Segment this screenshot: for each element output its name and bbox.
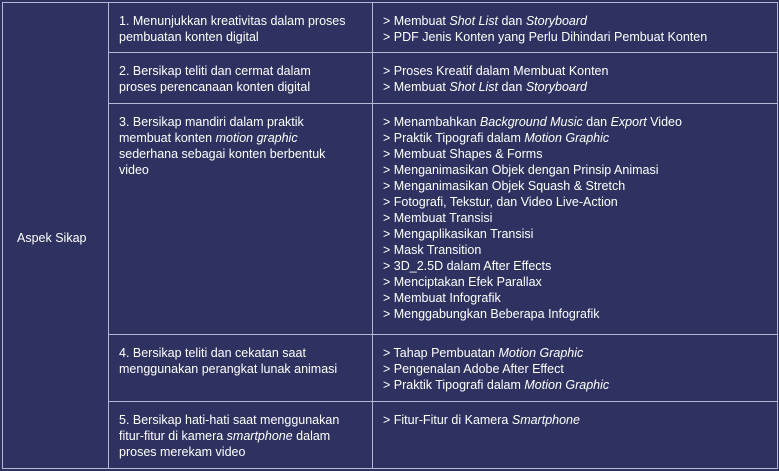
text-line: video [119,162,149,177]
table-row [3,53,778,103]
italic-term: Shot List [449,80,498,95]
text-line: > Fotografi, Tekstur, dan Video Live-Action [383,194,618,209]
text-line: > Membuat Shot List dan Storyboard [383,80,587,95]
text-line: proses merekam video [119,445,246,460]
competency-cell [109,335,373,402]
text-line: > Membuat Shot List dan Storyboard [383,14,587,28]
text-line: > Membuat Shapes & Forms [383,146,543,161]
italic-term: Smartphone [511,413,580,428]
italic-term: Storyboard [525,14,587,28]
text-line: > Menganimasikan Objek dengan Prinsip Animasi [383,162,659,177]
text-line: 4. Bersikap teliti dan cekatan saat [119,346,306,361]
text-line: > Membuat Transisi [383,210,493,225]
text-line: > Menganimasikan Objek Squash & Stretch [383,178,626,193]
aspect-label: Aspek Sikap [3,3,109,469]
text-line: > Menggabungkan Beberapa Infografik [383,306,600,321]
materials-cell [373,335,778,402]
text-line: menggunakan perangkat lunak animasi [119,362,338,377]
italic-term: Motion Graphic [524,130,610,145]
text-line: fitur-fitur di kamera smartphone dalam [119,429,331,444]
competency-cell [109,402,373,469]
text-line: 5. Bersikap hati-hati saat menggunakan [119,413,340,428]
text-line: membuat konten motion graphic [119,130,298,145]
italic-term: Storyboard [525,80,587,95]
italic-term: Shot List [449,14,498,28]
text-line: > Menciptakan Efek Parallax [383,274,542,289]
table-row [3,402,778,469]
text-line: > Tahap Pembuatan Motion Graphic [383,346,584,361]
text-line: > Proses Kreatif dalam Membuat Konten [383,64,609,79]
table-row [3,103,778,334]
table-row [3,335,778,402]
text-line: > Fitur-Fitur di Kamera Smartphone [383,413,580,428]
text-line: 3. Bersikap mandiri dalam praktik [119,114,304,129]
competency-table [2,2,778,469]
materials-cell [373,103,778,334]
text-line: proses perencanaan konten digital [119,80,311,95]
text-line: > Mask Transition [383,242,482,257]
text-line: 2. Bersikap teliti dan cermat dalam [119,64,311,79]
competency-cell [109,103,373,334]
italic-term: Background Music [479,114,583,129]
text-line: > Membuat Infografik [383,290,501,305]
text-line: 1. Menunjukkan kreativitas dalam proses [119,14,346,28]
competency-cell [109,53,373,103]
text-line: sederhana sebagai konten berbentuk [119,146,326,161]
italic-term: motion graphic [215,130,298,145]
table-row [3,3,778,53]
text-line: > Praktik Tipografi dalam Motion Graphic [383,130,610,145]
materials-cell [373,402,778,469]
text-line: > Pengenalan Adobe After Effect [383,362,564,377]
text-line: pembuatan konten digital [119,30,259,44]
competency-cell [109,3,373,53]
materials-cell [373,53,778,103]
text-line: > 3D_2.5D dalam After Effects [383,258,552,273]
italic-term: Export [610,114,647,129]
italic-term: Motion Graphic [498,346,584,361]
materials-cell [373,3,778,53]
text-line: > PDF Jenis Konten yang Perlu Dihindari Pembuat Konten [383,30,708,44]
text-line: > Mengaplikasikan Transisi [383,226,534,241]
text-line: > Menambahkan Background Music dan Export Video [383,114,682,129]
text-line: > Praktik Tipografi dalam Motion Graphic [383,378,610,393]
table-body [3,3,778,469]
italic-term: Motion Graphic [524,378,610,393]
italic-term: smartphone [226,429,293,444]
